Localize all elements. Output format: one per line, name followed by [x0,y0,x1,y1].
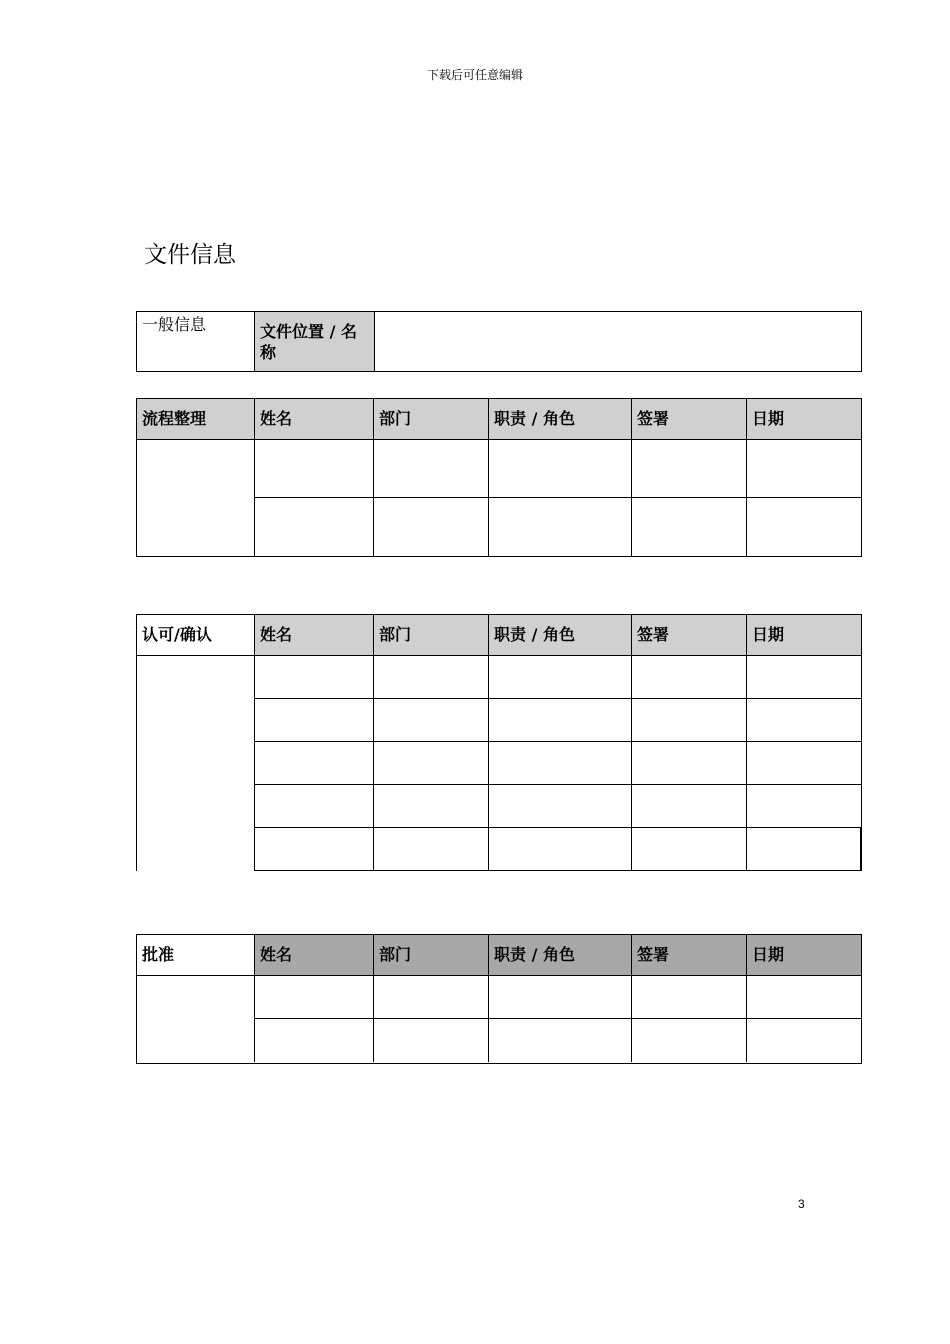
approval-table-cell[interactable] [489,656,632,699]
approval-column-header-label: 职责 / 角色 [494,625,575,644]
approval-table-cell[interactable] [374,828,489,871]
process-table-cell[interactable] [255,498,374,556]
approval-table-cell[interactable] [747,742,861,785]
process-table-cell[interactable] [747,498,861,556]
process-table-cell[interactable] [255,440,374,498]
approval-column-header [255,615,374,656]
ratify-table-cell[interactable] [632,1019,747,1062]
ratify-column-header-label: 姓名 [260,945,293,964]
approval-table-cell[interactable] [632,656,747,699]
process-table [136,398,862,557]
process-column-header-label: 签署 [637,409,670,428]
approval-table-cell[interactable] [255,699,374,742]
ratify-column-header-label: 日期 [752,945,785,964]
approval-table-cell[interactable] [255,742,374,785]
ratify-table-cell[interactable] [374,1019,489,1062]
process-column-header [632,399,747,440]
approval-column-header-label: 姓名 [260,625,293,644]
ratify-column-header-label: 职责 / 角色 [494,945,575,964]
general-info-table [136,311,862,372]
process-column-header-label: 日期 [752,409,785,428]
process-table-cell[interactable] [489,440,632,498]
approval-table-cell[interactable] [255,785,374,828]
ratify-table-cell[interactable] [747,976,861,1019]
file-location-label-cell [255,312,375,371]
process-table-cell[interactable] [374,498,489,556]
ratify-table-cell[interactable] [632,976,747,1019]
approval-table-cell[interactable] [747,656,861,699]
approval-table-cell[interactable] [489,742,632,785]
ratify-column-header [374,935,489,976]
file-location-label-line2: 称 [260,343,277,362]
approval-table-cell[interactable] [489,828,632,871]
approval-table-cell[interactable] [374,742,489,785]
approval-table-cell[interactable] [632,828,747,871]
ratify-table-cell[interactable] [489,1019,632,1062]
ratify-table-cell[interactable] [255,1019,374,1062]
process-column-header-label: 部门 [379,409,412,428]
ratify-column-header [255,935,374,976]
process-label: 流程整理 [142,409,207,428]
process-table-cell[interactable] [489,498,632,556]
ratify-column-header-label: 签署 [637,945,670,964]
page-title: 文件信息 [144,242,236,268]
approval-column-header-label: 日期 [752,625,785,644]
process-column-header-label: 职责 / 角色 [494,409,575,428]
ratify-label: 批准 [142,945,175,964]
ratify-column-header-label: 部门 [379,945,412,964]
approval-table-cell[interactable] [489,699,632,742]
approval-table-cell[interactable] [747,699,861,742]
approval-column-header [489,615,632,656]
approval-table-cell[interactable] [747,785,861,828]
approval-column-header [632,615,747,656]
process-column-header [747,399,861,440]
process-table-cell[interactable] [632,498,747,556]
approval-table-cell[interactable] [632,699,747,742]
ratify-column-header [747,935,861,976]
page-number: 3 [798,1197,805,1211]
approval-table-cell[interactable] [255,656,374,699]
approval-table-cell[interactable] [632,785,747,828]
approval-label-cell [137,615,255,656]
process-merged-cell[interactable] [137,440,255,556]
process-table-cell[interactable] [632,440,747,498]
approval-table-cell[interactable] [374,785,489,828]
approval-label: 认可/确认 [142,625,212,644]
approval-table-cell[interactable] [489,785,632,828]
process-column-header [489,399,632,440]
approval-column-header-label: 签署 [637,625,670,644]
process-column-header [255,399,374,440]
general-info-label: 一般信息 [142,315,207,334]
ratify-table-cell[interactable] [255,976,374,1019]
approval-column-header [374,615,489,656]
ratify-table-cell[interactable] [489,976,632,1019]
approval-column-header [747,615,861,656]
approval-merged-cell[interactable] [137,656,255,871]
ratify-table-cell[interactable] [374,976,489,1019]
ratify-table-cell[interactable] [747,1019,861,1062]
approval-table [136,614,862,871]
ratify-column-header [632,935,747,976]
approval-table-cell[interactable] [747,828,861,871]
approval-table-cell[interactable] [374,699,489,742]
ratify-label-cell [137,935,255,976]
approval-column-header-label: 部门 [379,625,412,644]
process-table-cell[interactable] [747,440,861,498]
ratify-column-header [489,935,632,976]
general-info-label-cell [137,312,255,371]
process-label-cell [137,399,255,440]
process-table-cell[interactable] [374,440,489,498]
header-note: 下载后可任意编辑 [426,68,523,82]
file-location-value[interactable] [375,312,861,371]
approval-table-cell[interactable] [374,656,489,699]
ratify-table [136,934,862,1064]
process-column-header [374,399,489,440]
process-column-header-label: 姓名 [260,409,293,428]
approval-table-cell[interactable] [632,742,747,785]
ratify-merged-cell[interactable] [137,976,255,1062]
file-location-label-line1: 文件位置 / 名 [260,322,357,341]
approval-table-cell[interactable] [255,828,374,871]
